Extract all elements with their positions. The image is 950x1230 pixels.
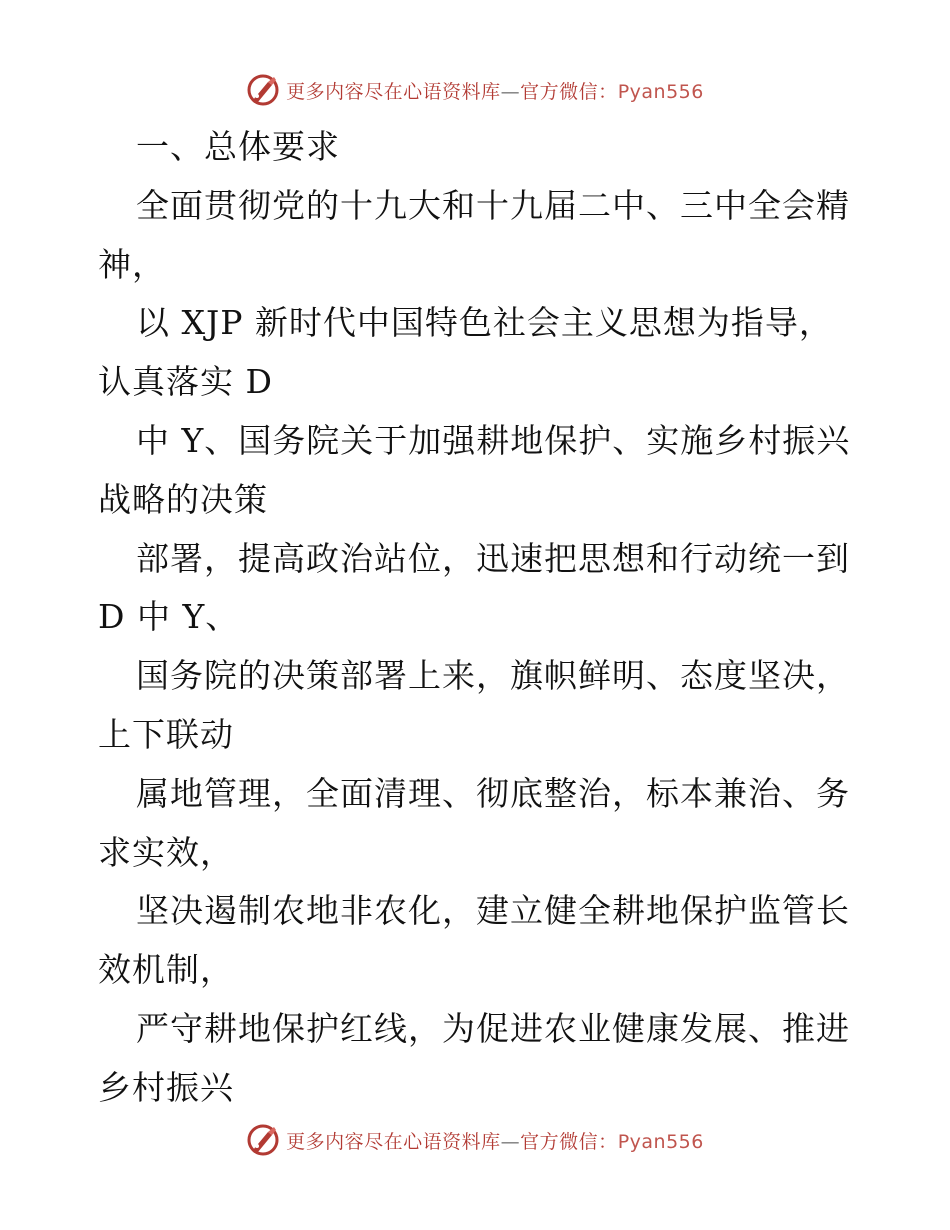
paragraph-line: 以 XJP 新时代中国特色社会主义思想为指导， xyxy=(136,303,833,343)
paragraph-line: 国务院的决策部署上来，旗帜鲜明、态度坚决， xyxy=(136,656,850,696)
footer-watermark xyxy=(0,1120,950,1160)
quill-pen-logo-icon xyxy=(246,1123,280,1157)
paragraph-line: 效机制， xyxy=(98,950,234,990)
paragraph-line: 全面贯彻党的十九大和十九届二中、三中全会精 xyxy=(136,185,850,225)
paragraph-line: 认真落实 D xyxy=(98,362,273,402)
paragraph-line: 上下联动 xyxy=(98,714,234,754)
paragraph-line: 乡村振兴 xyxy=(98,1067,234,1107)
paragraph-line: 严守耕地保护红线，为促进农业健康发展、推进 xyxy=(136,1008,850,1048)
paragraph-line: D 中 Y、 xyxy=(98,597,240,637)
watermark-text: 更多内容尽在心语资料库—官方微信：Pyan556 xyxy=(286,1130,704,1153)
paragraph-line: 求实效， xyxy=(98,832,234,872)
header-watermark xyxy=(0,70,950,110)
section-heading: 一、总体要求 xyxy=(136,127,340,166)
paragraph-line: 战略的决策 xyxy=(98,479,268,519)
paragraph-line: 部署，提高政治站位，迅速把思想和行动统一到 xyxy=(136,538,850,578)
paragraph-line: 坚决遏制农地非农化，建立健全耕地保护监管长 xyxy=(136,891,850,931)
watermark-text: 更多内容尽在心语资料库—官方微信：Pyan556 xyxy=(286,80,704,103)
quill-pen-logo-icon xyxy=(246,73,280,107)
paragraph-line: 神， xyxy=(98,244,166,284)
paragraph-line: 属地管理，全面清理、彻底整治，标本兼治、务 xyxy=(136,773,850,813)
paragraph-line: 中 Y、国务院关于加强耕地保护、实施乡村振兴 xyxy=(136,420,851,460)
document-body xyxy=(98,118,858,1118)
